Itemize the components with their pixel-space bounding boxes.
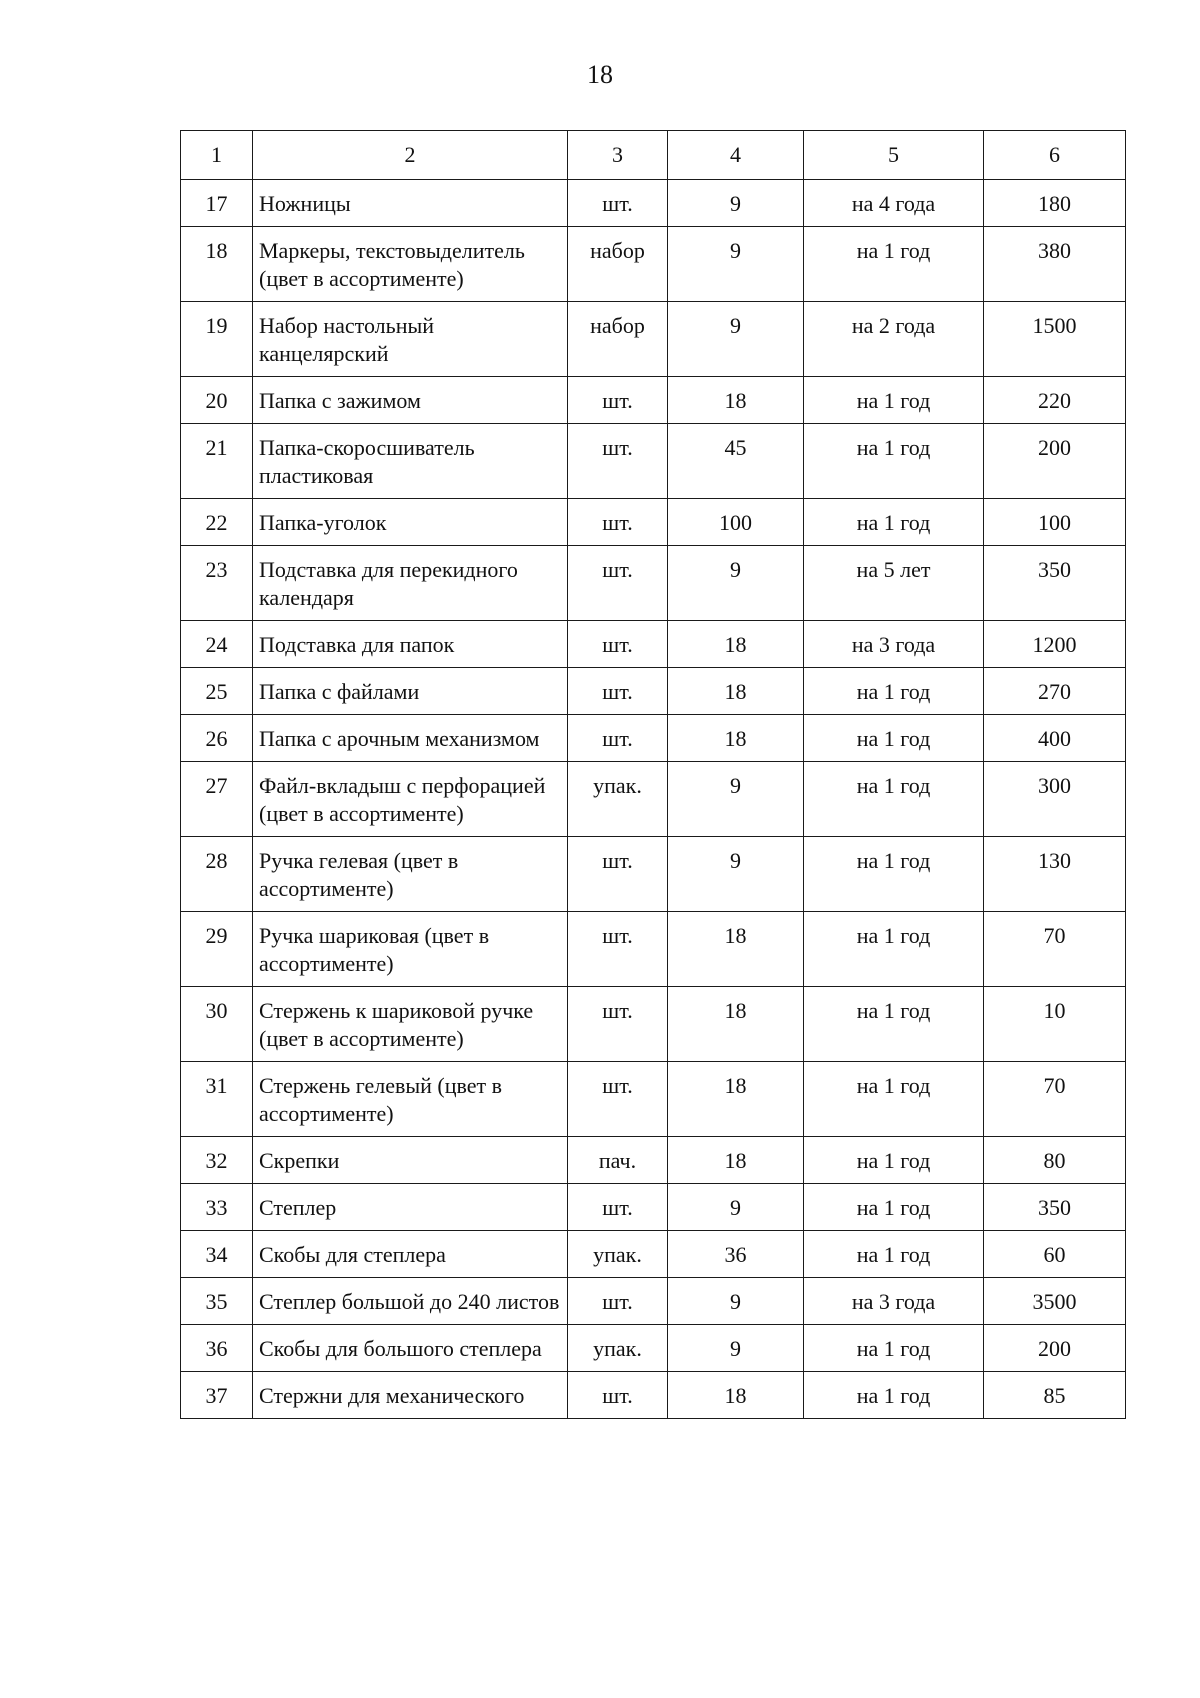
table-row bbox=[181, 762, 1126, 837]
row-number-cell: 27 bbox=[181, 762, 253, 837]
row-number-cell: 17 bbox=[181, 180, 253, 227]
table-row bbox=[181, 1372, 1126, 1419]
column-header-5: 5 bbox=[804, 131, 984, 180]
column-header-6: 6 bbox=[984, 131, 1126, 180]
table-row bbox=[181, 912, 1126, 987]
item-name-cell: Файл-вкладыш с перфорацией (цвет в ассортименте) bbox=[253, 762, 568, 837]
quantity-cell: 9 bbox=[668, 1278, 804, 1325]
item-name-cell: Стержень гелевый (цвет в ассортименте) bbox=[253, 1062, 568, 1137]
price-cell: 300 bbox=[984, 762, 1126, 837]
quantity-cell: 18 bbox=[668, 1062, 804, 1137]
price-cell: 3500 bbox=[984, 1278, 1126, 1325]
row-number-cell: 21 bbox=[181, 424, 253, 499]
table-row bbox=[181, 1137, 1126, 1184]
quantity-cell: 18 bbox=[668, 668, 804, 715]
unit-cell: шт. bbox=[568, 180, 668, 227]
table-row bbox=[181, 621, 1126, 668]
term-cell: на 1 год bbox=[804, 1062, 984, 1137]
unit-cell: шт. bbox=[568, 715, 668, 762]
unit-cell: упак. bbox=[568, 1231, 668, 1278]
table-row bbox=[181, 837, 1126, 912]
quantity-cell: 9 bbox=[668, 546, 804, 621]
quantity-cell: 9 bbox=[668, 227, 804, 302]
quantity-cell: 9 bbox=[668, 1325, 804, 1372]
price-cell: 380 bbox=[984, 227, 1126, 302]
price-cell: 70 bbox=[984, 912, 1126, 987]
column-header-1: 1 bbox=[181, 131, 253, 180]
quantity-cell: 18 bbox=[668, 715, 804, 762]
quantity-cell: 9 bbox=[668, 762, 804, 837]
supplies-table bbox=[180, 130, 1126, 1419]
row-number-cell: 30 bbox=[181, 987, 253, 1062]
quantity-cell: 18 bbox=[668, 1137, 804, 1184]
table-row bbox=[181, 499, 1126, 546]
item-name-cell: Папка-уголок bbox=[253, 499, 568, 546]
unit-cell: упак. bbox=[568, 1325, 668, 1372]
quantity-cell: 9 bbox=[668, 180, 804, 227]
price-cell: 270 bbox=[984, 668, 1126, 715]
item-name-cell: Скобы для большого степлера bbox=[253, 1325, 568, 1372]
row-number-cell: 24 bbox=[181, 621, 253, 668]
row-number-cell: 35 bbox=[181, 1278, 253, 1325]
item-name-cell: Папка с файлами bbox=[253, 668, 568, 715]
unit-cell: шт. bbox=[568, 424, 668, 499]
quantity-cell: 36 bbox=[668, 1231, 804, 1278]
row-number-cell: 29 bbox=[181, 912, 253, 987]
row-number-cell: 23 bbox=[181, 546, 253, 621]
quantity-cell: 18 bbox=[668, 377, 804, 424]
table-row bbox=[181, 668, 1126, 715]
item-name-cell: Ручка гелевая (цвет в ассортименте) bbox=[253, 837, 568, 912]
unit-cell: шт. bbox=[568, 1278, 668, 1325]
unit-cell: шт. bbox=[568, 1372, 668, 1419]
unit-cell: шт. bbox=[568, 912, 668, 987]
row-number-cell: 18 bbox=[181, 227, 253, 302]
term-cell: на 5 лет bbox=[804, 546, 984, 621]
term-cell: на 1 год bbox=[804, 987, 984, 1062]
row-number-cell: 32 bbox=[181, 1137, 253, 1184]
item-name-cell: Папка с арочным механизмом bbox=[253, 715, 568, 762]
row-number-cell: 19 bbox=[181, 302, 253, 377]
table-row bbox=[181, 180, 1126, 227]
item-name-cell: Степлер bbox=[253, 1184, 568, 1231]
item-name-cell: Папка-скоросшиватель пластиковая bbox=[253, 424, 568, 499]
unit-cell: шт. bbox=[568, 499, 668, 546]
page-number: 18 bbox=[587, 60, 613, 89]
quantity-cell: 18 bbox=[668, 987, 804, 1062]
quantity-cell: 100 bbox=[668, 499, 804, 546]
item-name-cell: Скрепки bbox=[253, 1137, 568, 1184]
quantity-cell: 9 bbox=[668, 302, 804, 377]
quantity-cell: 45 bbox=[668, 424, 804, 499]
unit-cell: шт. bbox=[568, 1062, 668, 1137]
term-cell: на 1 год bbox=[804, 762, 984, 837]
table-row bbox=[181, 424, 1126, 499]
quantity-cell: 18 bbox=[668, 621, 804, 668]
unit-cell: пач. bbox=[568, 1137, 668, 1184]
unit-cell: шт. bbox=[568, 668, 668, 715]
unit-cell: шт. bbox=[568, 546, 668, 621]
table-row bbox=[181, 715, 1126, 762]
row-number-cell: 37 bbox=[181, 1372, 253, 1419]
table-row bbox=[181, 1062, 1126, 1137]
unit-cell: шт. bbox=[568, 987, 668, 1062]
unit-cell: шт. bbox=[568, 837, 668, 912]
quantity-cell: 9 bbox=[668, 837, 804, 912]
row-number-cell: 25 bbox=[181, 668, 253, 715]
quantity-cell: 9 bbox=[668, 1184, 804, 1231]
table-row bbox=[181, 987, 1126, 1062]
price-cell: 350 bbox=[984, 1184, 1126, 1231]
row-number-cell: 33 bbox=[181, 1184, 253, 1231]
table-row bbox=[181, 1231, 1126, 1278]
price-cell: 1500 bbox=[984, 302, 1126, 377]
price-cell: 220 bbox=[984, 377, 1126, 424]
term-cell: на 1 год bbox=[804, 1184, 984, 1231]
column-header-2: 2 bbox=[253, 131, 568, 180]
item-name-cell: Подставка для перекидного календаря bbox=[253, 546, 568, 621]
term-cell: на 1 год bbox=[804, 424, 984, 499]
table-row bbox=[181, 1325, 1126, 1372]
unit-cell: упак. bbox=[568, 762, 668, 837]
price-cell: 180 bbox=[984, 180, 1126, 227]
table-row bbox=[181, 546, 1126, 621]
row-number-cell: 36 bbox=[181, 1325, 253, 1372]
row-number-cell: 28 bbox=[181, 837, 253, 912]
term-cell: на 3 года bbox=[804, 621, 984, 668]
price-cell: 10 bbox=[984, 987, 1126, 1062]
term-cell: на 1 год bbox=[804, 715, 984, 762]
item-name-cell: Степлер большой до 240 листов bbox=[253, 1278, 568, 1325]
item-name-cell: Подставка для папок bbox=[253, 621, 568, 668]
item-name-cell: Папка с зажимом bbox=[253, 377, 568, 424]
item-name-cell: Набор настольный канцелярский bbox=[253, 302, 568, 377]
item-name-cell: Маркеры, текстовыделитель (цвет в ассортименте) bbox=[253, 227, 568, 302]
price-cell: 200 bbox=[984, 424, 1126, 499]
item-name-cell: Стержень к шариковой ручке (цвет в ассортименте) bbox=[253, 987, 568, 1062]
row-number-cell: 20 bbox=[181, 377, 253, 424]
term-cell: на 1 год bbox=[804, 1372, 984, 1419]
column-header-4: 4 bbox=[668, 131, 804, 180]
term-cell: на 1 год bbox=[804, 837, 984, 912]
row-number-cell: 31 bbox=[181, 1062, 253, 1137]
unit-cell: шт. bbox=[568, 1184, 668, 1231]
quantity-cell: 18 bbox=[668, 1372, 804, 1419]
price-cell: 200 bbox=[984, 1325, 1126, 1372]
table-row bbox=[181, 302, 1126, 377]
unit-cell: набор bbox=[568, 302, 668, 377]
price-cell: 85 bbox=[984, 1372, 1126, 1419]
term-cell: на 1 год bbox=[804, 377, 984, 424]
price-cell: 350 bbox=[984, 546, 1126, 621]
term-cell: на 3 года bbox=[804, 1278, 984, 1325]
price-cell: 70 bbox=[984, 1062, 1126, 1137]
price-cell: 100 bbox=[984, 499, 1126, 546]
price-cell: 60 bbox=[984, 1231, 1126, 1278]
price-cell: 1200 bbox=[984, 621, 1126, 668]
row-number-cell: 26 bbox=[181, 715, 253, 762]
row-number-cell: 34 bbox=[181, 1231, 253, 1278]
unit-cell: шт. bbox=[568, 377, 668, 424]
term-cell: на 1 год bbox=[804, 227, 984, 302]
price-cell: 400 bbox=[984, 715, 1126, 762]
term-cell: на 1 год bbox=[804, 1231, 984, 1278]
header-row bbox=[181, 131, 1126, 180]
price-cell: 130 bbox=[984, 837, 1126, 912]
table-header bbox=[181, 131, 1126, 180]
unit-cell: набор bbox=[568, 227, 668, 302]
table-row bbox=[181, 227, 1126, 302]
row-number-cell: 22 bbox=[181, 499, 253, 546]
table-body bbox=[181, 180, 1126, 1419]
term-cell: на 4 года bbox=[804, 180, 984, 227]
term-cell: на 1 год bbox=[804, 1325, 984, 1372]
term-cell: на 1 год bbox=[804, 912, 984, 987]
unit-cell: шт. bbox=[568, 621, 668, 668]
column-header-3: 3 bbox=[568, 131, 668, 180]
item-name-cell: Ручка шариковая (цвет в ассортименте) bbox=[253, 912, 568, 987]
term-cell: на 1 год bbox=[804, 1137, 984, 1184]
table-row bbox=[181, 1278, 1126, 1325]
table-row bbox=[181, 1184, 1126, 1231]
term-cell: на 2 года bbox=[804, 302, 984, 377]
table-row bbox=[181, 377, 1126, 424]
price-cell: 80 bbox=[984, 1137, 1126, 1184]
quantity-cell: 18 bbox=[668, 912, 804, 987]
term-cell: на 1 год bbox=[804, 499, 984, 546]
term-cell: на 1 год bbox=[804, 668, 984, 715]
item-name-cell: Ножницы bbox=[253, 180, 568, 227]
item-name-cell: Скобы для степлера bbox=[253, 1231, 568, 1278]
item-name-cell: Стержни для механического bbox=[253, 1372, 568, 1419]
